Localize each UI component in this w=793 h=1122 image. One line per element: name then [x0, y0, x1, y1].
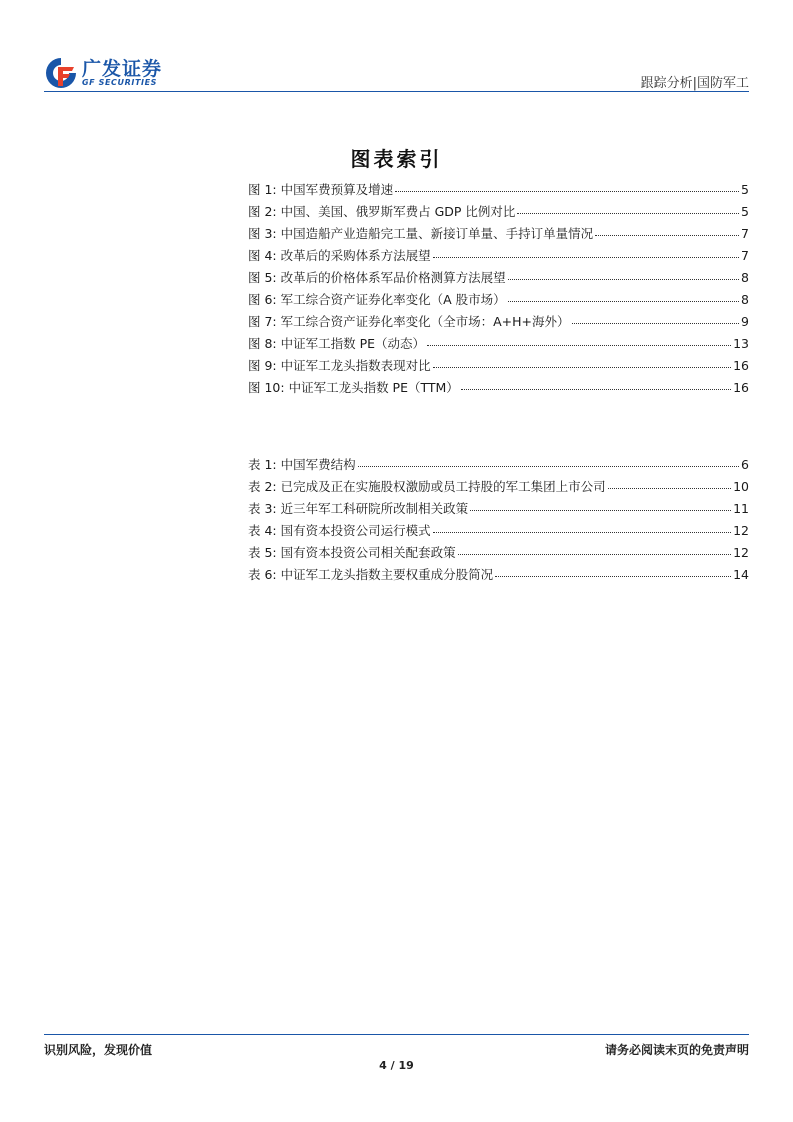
dot-leader — [395, 177, 739, 192]
dot-leader — [608, 474, 731, 489]
toc-entry-table[interactable] — [248, 498, 749, 520]
toc-entry-page: 9 — [741, 314, 749, 329]
toc-entry-page: 6 — [741, 457, 749, 472]
toc-entry-label: 图 5: 改革后的价格体系军品价格测算方法展望 — [248, 270, 506, 285]
toc-entry-table[interactable] — [248, 476, 749, 498]
report-section-label: 跟踪分析|国防军工 — [640, 76, 749, 91]
toc-entry-table[interactable] — [248, 564, 749, 586]
toc-entry-page: 5 — [741, 182, 749, 197]
dot-leader — [508, 265, 739, 280]
toc-entry-figure[interactable] — [248, 201, 749, 223]
toc-entry-label: 表 5: 国有资本投资公司相关配套政策 — [248, 545, 456, 560]
toc-entry-label: 图 6: 军工综合资产证券化率变化（A 股市场） — [248, 292, 506, 307]
footer-slogan: 识别风险，发现价值 — [44, 1043, 153, 1057]
toc-entry-page: 5 — [741, 204, 749, 219]
dot-leader — [433, 518, 731, 533]
logo-text-cn: 广发证券 — [82, 58, 163, 80]
page-number: 4 / 19 — [379, 1059, 414, 1072]
toc-entry-page: 7 — [741, 248, 749, 263]
gf-logo-icon — [44, 56, 78, 90]
table-index — [248, 454, 749, 586]
toc-entry-page: 7 — [741, 226, 749, 241]
toc-entry-page: 16 — [733, 358, 749, 373]
toc-entry-table[interactable] — [248, 542, 749, 564]
figure-index — [248, 179, 749, 399]
toc-entry-page: 11 — [733, 501, 749, 516]
toc-entry-page: 8 — [741, 292, 749, 307]
toc-entry-page: 12 — [733, 523, 749, 538]
footer-divider — [44, 1034, 749, 1035]
toc-entry-page: 14 — [733, 567, 749, 582]
toc-entry-label: 图 4: 改革后的采购体系方法展望 — [248, 248, 431, 263]
dot-leader — [595, 221, 739, 236]
toc-entry-table[interactable] — [248, 520, 749, 542]
logo-text-en: GF SECURITIES — [82, 78, 158, 87]
toc-entry-page: 10 — [733, 479, 749, 494]
toc-entry-page: 16 — [733, 380, 749, 395]
toc-entry-figure[interactable] — [248, 333, 749, 355]
toc-entry-label: 图 10: 中证军工龙头指数 PE（TTM） — [248, 380, 459, 395]
dot-leader — [495, 562, 731, 577]
toc-entry-page: 13 — [733, 336, 749, 351]
dot-leader — [433, 353, 731, 368]
dot-leader — [358, 452, 739, 467]
toc-entry-figure[interactable] — [248, 377, 749, 399]
dot-leader — [427, 331, 731, 346]
toc-entry-label: 表 1: 中国军费结构 — [248, 457, 356, 472]
toc-entry-label: 图 3: 中国造船产业造船完工量、新接订单量、手持订单量情况 — [248, 226, 594, 241]
dot-leader — [461, 375, 731, 390]
toc-entry-figure[interactable] — [248, 311, 749, 333]
toc-entry-figure[interactable] — [248, 267, 749, 289]
toc-entry-figure[interactable] — [248, 223, 749, 245]
dot-leader — [572, 309, 740, 324]
toc-entry-figure[interactable] — [248, 245, 749, 267]
toc-entry-figure[interactable] — [248, 355, 749, 377]
toc-entry-label: 图 8: 中证军工指数 PE（动态） — [248, 336, 426, 351]
dot-leader — [458, 540, 731, 555]
dot-leader — [470, 496, 731, 511]
toc-entry-label: 图 1: 中国军费预算及增速 — [248, 182, 394, 197]
toc-entry-label: 图 7: 军工综合资产证券化率变化（全市场：A+H+海外） — [248, 314, 570, 329]
toc-entry-label: 表 6: 中证军工龙头指数主要权重成分股简况 — [248, 567, 494, 582]
dot-leader — [508, 287, 739, 302]
toc-entry-label: 图 9: 中证军工龙头指数表现对比 — [248, 358, 431, 373]
footer-disclaimer-note: 请务必阅读末页的免责声明 — [604, 1043, 749, 1057]
page-header — [44, 50, 749, 92]
toc-entry-figure[interactable] — [248, 289, 749, 311]
toc-entry-label: 表 4: 国有资本投资公司运行模式 — [248, 523, 431, 538]
toc-entry-page: 8 — [741, 270, 749, 285]
toc-entry-figure[interactable] — [248, 179, 749, 201]
toc-entry-page: 12 — [733, 545, 749, 560]
dot-leader — [433, 243, 739, 258]
dot-leader — [517, 199, 739, 214]
toc-entry-table[interactable] — [248, 454, 749, 476]
company-logo — [44, 54, 174, 90]
toc-entry-label: 图 2: 中国、美国、俄罗斯军费占 GDP 比例对比 — [248, 204, 516, 219]
page-title: 图表索引 — [350, 147, 443, 171]
toc-entry-label: 表 2: 已完成及正在实施股权激励或员工持股的军工集团上市公司 — [248, 479, 606, 494]
header-divider — [44, 91, 749, 92]
toc-entry-label: 表 3: 近三年军工科研院所改制相关政策 — [248, 501, 469, 516]
